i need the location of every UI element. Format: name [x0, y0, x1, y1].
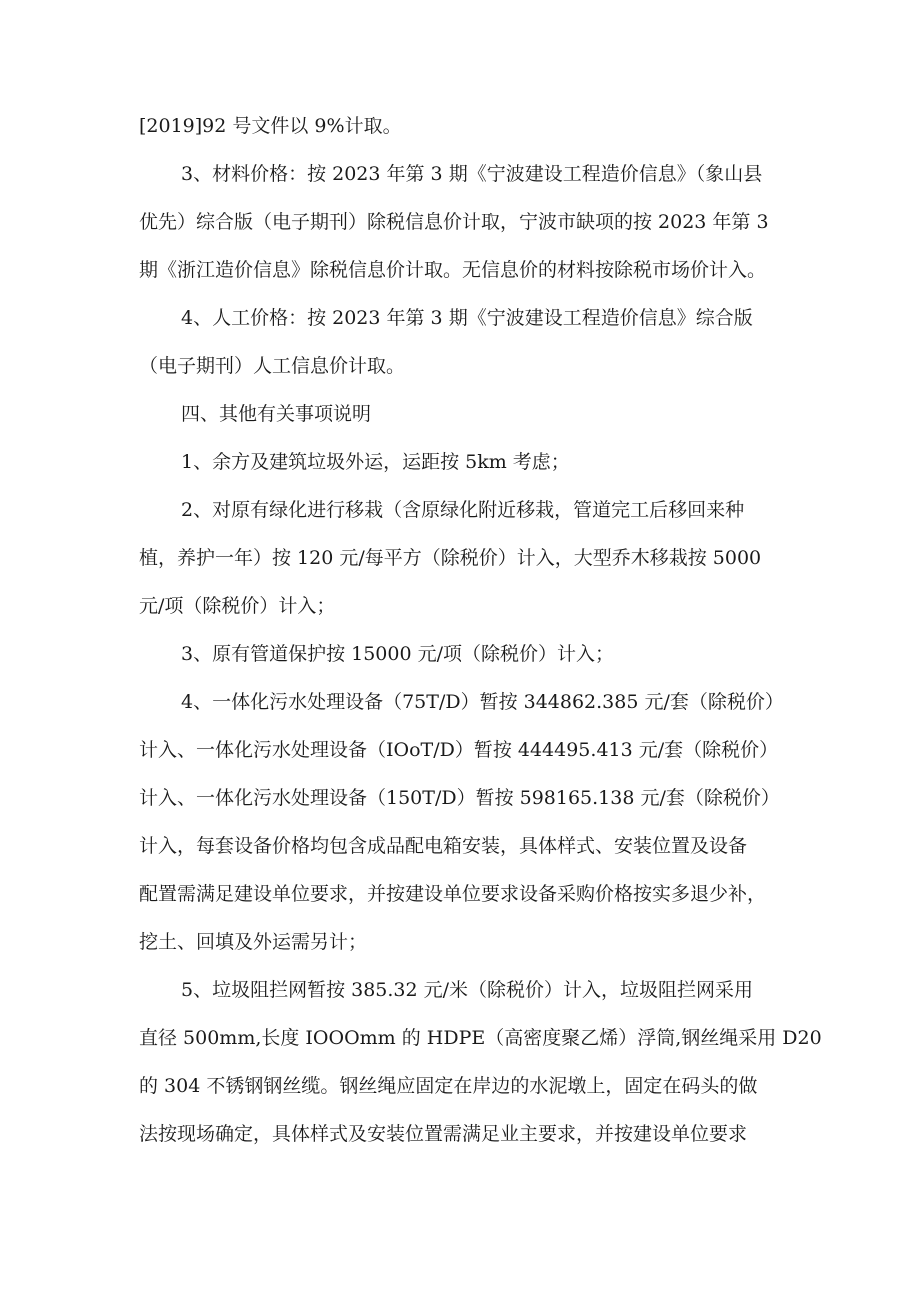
paragraph-line: 4、人工价格：按 2023 年第 3 期《宁波建设工程造价信息》综合版	[181, 307, 753, 329]
paragraph-line: 3、原有管道保护按 15000 元/项（除税价）计入；	[181, 643, 615, 665]
paragraph-line: 计入、一体化污水处理设备（IOoT/D）暂按 444495.413 元/套（除税价）	[139, 739, 779, 761]
paragraph-line: 的 304 不锈钢钢丝缆。钢丝绳应固定在岸边的水泥墩上，固定在码头的做	[139, 1075, 758, 1097]
paragraph-line: 4、一体化污水处理设备（75T/D）暂按 344862.385 元/套（除税价）	[181, 691, 784, 713]
paragraph-line: 挖土、回填及外运需另计；	[139, 931, 368, 953]
paragraph-line: 3、材料价格：按 2023 年第 3 期《宁波建设工程造价信息》（象山县	[181, 163, 763, 185]
paragraph-line: 计入、一体化污水处理设备（150T/D）暂按 598165.138 元/套（除税价）	[139, 787, 780, 809]
paragraph-line: 计入，每套设备价格均包含成品配电箱安装，具体样式、安装位置及设备	[139, 835, 748, 857]
section-heading: 四、其他有关事项说明	[181, 403, 372, 425]
paragraph-line: 元/项（除税价）计入；	[139, 595, 336, 617]
paragraph-line: 植，养护一年）按 120 元/每平方（除税价）计入，大型乔木移栽按 5000	[139, 547, 762, 569]
paragraph-line: 直径 500mm,长度 IOOOmm 的 HDPE（高密度聚乙烯）浮筒,钢丝绳采用 D20	[139, 1027, 822, 1049]
paragraph-line: 优先）综合版（电子期刊）除税信息价计取，宁波市缺项的按 2023 年第 3	[139, 211, 769, 233]
paragraph-line: 1、余方及建筑垃圾外运，运距按 5km 考虑；	[181, 451, 570, 473]
paragraph-line: 法按现场确定，具体样式及安装位置需满足业主要求，并按建设单位要求	[139, 1123, 748, 1145]
paragraph-line: 期《浙江造价信息》除税信息价计取。无信息价的材料按除税市场价计入。	[139, 259, 767, 281]
paragraph-line: 5、垃圾阻拦网暂按 385.32 元/米（除税价）计入，垃圾阻拦网采用	[181, 979, 754, 1001]
paragraph-line: （电子期刊）人工信息价计取。	[139, 355, 406, 377]
paragraph-line: 配置需满足建设单位要求，并按建设单位要求设备采购价格按实多退少补，	[139, 883, 767, 905]
paragraph-line: [2019]92 号文件以 9%计取。	[139, 115, 402, 137]
paragraph-line: 2、对原有绿化进行移栽（含原绿化附近移栽，管道完工后移回来种	[181, 499, 745, 521]
